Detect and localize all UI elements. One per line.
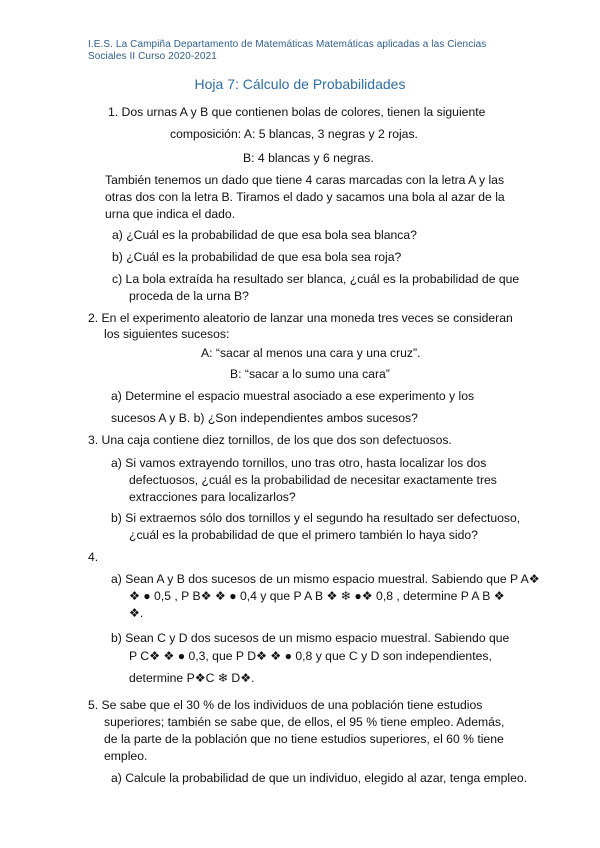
p1-question-a: a) ¿Cuál es la probabilidad de que esa bola sea blanca?: [112, 228, 417, 242]
p4-question-a-line-3: ❖.: [129, 606, 144, 620]
p5-question-a: a) Calcule la probabilidad de que un individuo, elegido al azar, tenga empleo.: [111, 771, 528, 785]
p5-line-3: de la parte de la población que no tiene estudios superiores, el 60 % tiene: [104, 732, 504, 746]
p1-comp-b: B: 4 blancas y 6 negras.: [243, 151, 374, 165]
p4-question-a-line-1: a) Sean A y B dos sucesos de un mismo espacio muestral. Sabiendo que P A❖: [111, 572, 540, 586]
p1-dado-line-2: otras dos con la letra B. Tiramos el dado y sacamos una bola al azar de la: [105, 190, 505, 204]
p3-line-1: 3. Una caja contiene diez tornillos, de los que dos son defectuosos.: [88, 433, 452, 447]
p1-question-c-line-1: c) La bola extraída ha resultado ser blanca, ¿cuál es la probabilidad de que: [112, 272, 520, 286]
p1-question-c-line-2: proceda de la urna B?: [129, 289, 249, 303]
p2-event-b: B: “sacar a lo sumo una cara”: [230, 367, 390, 381]
p5-line-1: 5. Se sabe que el 30 % de los individuos de una población tiene estudios: [88, 698, 483, 712]
p1-dado-line-1: También tenemos un dado que tiene 4 caras marcadas con la letra A y las: [105, 173, 505, 187]
p5-line-4: empleo.: [104, 749, 148, 763]
p2-question-a-line-2: sucesos A y B. b) ¿Son independientes ambos sucesos?: [111, 411, 418, 425]
p3-question-b-line-1: b) Si extraemos sólo dos tornillos y el segundo ha resultado ser defectuoso,: [111, 511, 521, 525]
p3-question-a-line-1: a) Si vamos extrayendo tornillos, uno tras otro, hasta localizar los dos: [111, 456, 487, 470]
p4-question-b-line-2: P C❖ ❖ ● 0,3, que P D❖ ❖ ● 0,8 y que C y D son independientes,: [129, 649, 492, 663]
p3-question-a-line-3: extracciones para localizarlos?: [129, 490, 296, 504]
header-line-1: I.E.S. La Campiña Departamento de Matemáticas Matemáticas aplicadas a las Ciencias: [88, 39, 487, 50]
p3-question-b-line-2: ¿cuál es la probabilidad de que el primero también lo haya sido?: [129, 528, 478, 542]
p3-question-a-line-2: defectuosos, ¿cuál es la probabilidad de necesitar exactamente tres: [129, 473, 497, 487]
p1-question-b: b) ¿Cuál es la probabilidad de que esa bola sea roja?: [112, 250, 402, 264]
page-title: Hoja 7: Cálculo de Probabilidades: [194, 76, 406, 92]
header-line-2: Sociales II Curso 2020-2021: [88, 51, 217, 62]
p4-question-b-line-1: b) Sean C y D dos sucesos de un mismo espacio muestral. Sabiendo que: [111, 631, 510, 645]
p2-line-2: los siguientes sucesos:: [104, 327, 230, 341]
p1-intro: 1. Dos urnas A y B que contienen bolas de colores, tienen la siguiente: [108, 105, 486, 119]
p1-comp-a: composición: A: 5 blancas, 3 negras y 2 rojas.: [170, 127, 418, 141]
p4-question-b-line-3: determine P❖C ❄ D❖.: [129, 671, 255, 685]
p2-line-1: 2. En el experimento aleatorio de lanzar una moneda tres veces se consideran: [88, 311, 513, 325]
p4-question-a-line-2: ❖ ● 0,5 , P B❖ ❖ ● 0,4 y que P A B ❖ ❄ ●❖ 0,8 , determine P A B ❖: [129, 589, 505, 603]
p4-number: 4.: [88, 550, 99, 564]
p1-dado-line-3: urna que indica el dado.: [105, 207, 236, 221]
p2-question-a-line-1: a) Determine el espacio muestral asociado a ese experimento y los: [111, 389, 475, 403]
p5-line-2: superiores; también se sabe que, de ellos, el 95 % tiene empleo. Además,: [104, 715, 505, 729]
p2-event-a: A: “sacar al menos una cara y una cruz”.: [201, 346, 421, 360]
